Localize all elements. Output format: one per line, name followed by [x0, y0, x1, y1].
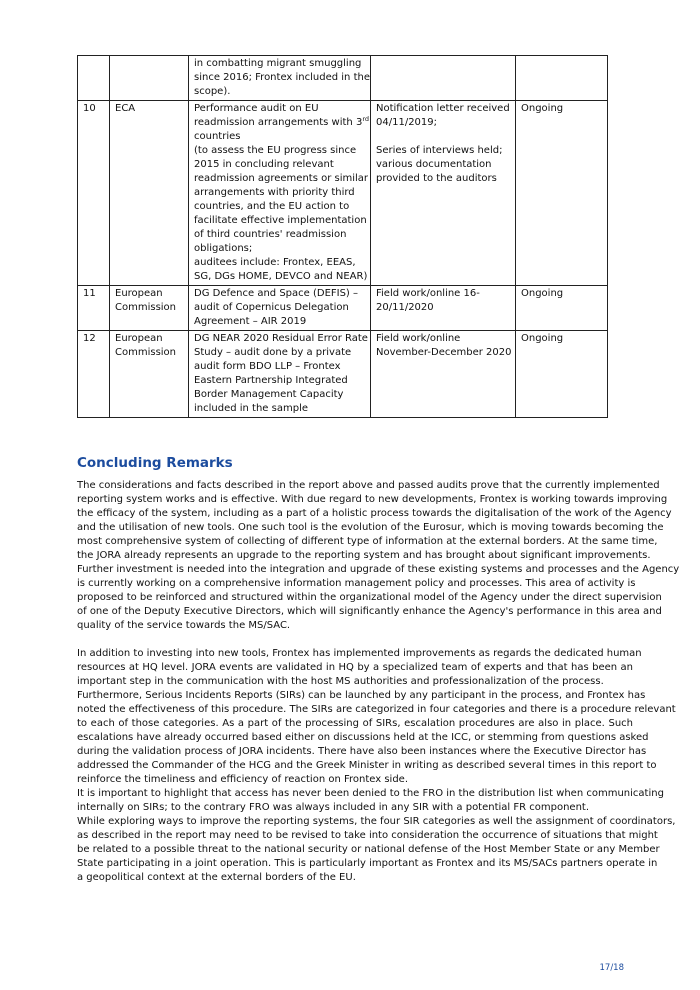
paragraph-line: internally on SIRs; to the contrary FRO was always included in any SIR with a potential FR component.	[77, 802, 590, 813]
cell-text-line: November-December 2020	[376, 347, 512, 358]
cell-text-line: scope).	[194, 86, 231, 97]
cell-text-line: European	[115, 333, 163, 344]
table-cell-auditor	[110, 101, 189, 286]
cell-text-line: of third countries' readmission	[194, 229, 347, 240]
cell-text-line: Study – audit done by a private	[194, 347, 352, 358]
cell-text-line: included in the sample	[194, 403, 308, 414]
table-cell-auditor	[110, 286, 189, 331]
paragraph-line: the JORA already represents an upgrade to the reporting system and has brought about significant improvements.	[77, 550, 651, 561]
cell-text-line: in combatting migrant smuggling	[194, 58, 362, 69]
cell-text-line: DG Defence and Space (DEFIS) –	[194, 288, 359, 299]
cell-text-line: Border Management Capacity	[194, 389, 344, 400]
cell-text-line: auditees include: Frontex, EEAS,	[194, 257, 356, 268]
cell-text-line: audit of Copernicus Delegation	[194, 302, 349, 313]
audit-table-container	[77, 55, 607, 418]
paragraph-line: and the utilisation of new tools. One such tool is the evolution of the Eurosur, which is moving towards becoming the	[77, 522, 664, 533]
paragraph-line: Further investment is needed into the integration and upgrade of these existing systems and processes and the Agency	[77, 564, 680, 575]
cell-text-line: Notification letter received	[376, 103, 510, 114]
table-cell-contact	[371, 286, 516, 331]
table-cell-contact	[371, 56, 516, 101]
superscript: rd	[362, 115, 369, 123]
paragraph-line: during the validation process of JORA incidents. There have also been instances where the Executive Director has	[77, 746, 647, 757]
audit-table-body	[78, 56, 608, 418]
blank-line	[376, 130, 510, 144]
paragraph-line: of one of the Deputy Executive Directors, which will significantly enhance the Agency's performance in this area and	[77, 606, 662, 617]
table-cell-no	[78, 56, 110, 101]
cell-text-line: countries, and the EU action to	[194, 201, 350, 212]
cell-text-line: DG NEAR 2020 Residual Error Rate	[194, 333, 368, 344]
paragraph-line: important step in the communication with the host MS authorities and professionalization of the process.	[77, 676, 604, 687]
cell-text-line: Eastern Partnership Integrated	[194, 375, 348, 386]
paragraph-line: While exploring ways to improve the reporting systems, the four SIR categories as well the assignment of coordinators,	[77, 816, 676, 827]
table-cell-auditor	[110, 331, 189, 418]
cell-text-line: SG, DGs HOME, DEVCO and NEAR)	[194, 271, 368, 282]
table-cell-no	[78, 286, 110, 331]
cell-text-line: Agreement – AIR 2019	[194, 316, 307, 327]
cell-text-line: various documentation	[376, 159, 492, 170]
audit-table	[77, 55, 608, 418]
table-cell-no	[78, 331, 110, 418]
table-row	[78, 101, 608, 286]
cell-text-line: European	[115, 288, 163, 299]
paragraph-line: be related to a possible threat to the national security or national defense of the Host Member State or any Member	[77, 844, 660, 855]
table-cell-status	[516, 331, 608, 418]
cell-text-line: Series of interviews held;	[376, 145, 503, 156]
table-cell-subject	[189, 101, 371, 286]
paragraph-line: as described in the report may need to be revised to take into consideration the occurrence of situations that might	[77, 830, 658, 841]
cell-text-line: Commission	[115, 302, 177, 313]
table-cell-subject	[189, 331, 371, 418]
paragraph-line: Furthermore, Serious Incidents Reports (SIRs) can be launched by any participant in the process, and Frontex has	[77, 690, 646, 701]
cell-text-line: Ongoing	[521, 103, 564, 114]
paragraph-line: It is important to highlight that access has never been denied to the FRO in the distribution list when communicating	[77, 788, 664, 799]
cell-text-line: Commission	[115, 347, 177, 358]
table-cell-no	[78, 101, 110, 286]
cell-text-line: readmission agreements or similar	[194, 173, 369, 184]
cell-text-line: Ongoing	[521, 333, 564, 344]
table-cell-status	[516, 286, 608, 331]
paragraph	[77, 479, 680, 633]
paragraph-line: is currently working on a comprehensive information management policy and processes. This area of activity is	[77, 578, 636, 589]
table-cell-contact	[371, 101, 516, 286]
table-cell-status	[516, 56, 608, 101]
paragraph	[77, 647, 642, 689]
cell-text-line: ECA	[115, 103, 136, 114]
paragraph-line: State participating in a joint operation. This is particularly important as Frontex and its MS/SACs partners operate in	[77, 858, 658, 869]
cell-text-line: Performance audit on EU	[194, 103, 319, 114]
cell-text-line: readmission arrangements with 3rd	[194, 115, 369, 128]
paragraph-line: a geopolitical context at the external borders of the EU.	[77, 872, 356, 883]
paragraph-line: reporting system works and is effective. With due regard to new developments, Frontex is working towards improving	[77, 494, 668, 505]
cell-text-line: (to assess the EU progress since	[194, 145, 357, 156]
cell-text-line: 2015 in concluding relevant	[194, 159, 334, 170]
table-cell-auditor	[110, 56, 189, 101]
paragraph-gap	[77, 633, 633, 647]
cell-text-line: audit form BDO LLP – Frontex	[194, 361, 341, 372]
table-row	[78, 331, 608, 418]
cell-text-line: arrangements with priority third	[194, 187, 355, 198]
table-cell-subject	[189, 286, 371, 331]
cell-text-line: Field work/online 16-	[376, 288, 480, 299]
cell-text-line: 10	[83, 103, 96, 114]
paragraph-line: resources at HQ level. JORA events are validated in HQ by a specialized team of experts and that has been an	[77, 662, 633, 673]
cell-text-line: provided to the auditors	[376, 173, 497, 184]
cell-text-line: countries	[194, 131, 241, 142]
paragraph	[77, 815, 676, 885]
concluding-remarks-text	[77, 479, 680, 885]
paragraph-line: noted the effectiveness of this procedure. The SIRs are categorized in four categories and there is a procedure relevant	[77, 704, 676, 715]
cell-text-line: Field work/online	[376, 333, 461, 344]
cell-text-line: 04/11/2019;	[376, 117, 438, 128]
paragraph-line: proposed to be reinforced and structured within the organizational model of the Agency under the direct supervision	[77, 592, 662, 603]
paragraph-line: the efficacy of the system, including as a part of a holistic process towards the digitalisation of the work of the Agency	[77, 508, 672, 519]
paragraph-line: most comprehensive system of collecting of different type of information at the external borders. At the same time,	[77, 536, 658, 547]
paragraph-line: quality of the service towards the MS/SAC.	[77, 620, 291, 631]
cell-text-line: Ongoing	[521, 288, 564, 299]
cell-text-line: since 2016; Frontex included in the	[194, 72, 370, 83]
table-cell-contact	[371, 331, 516, 418]
table-cell-subject	[189, 56, 371, 101]
cell-text-line: facilitate effective implementation	[194, 215, 367, 226]
cell-text-line: 11	[83, 288, 96, 299]
page-number: 17/18	[599, 963, 624, 973]
paragraph-line: addressed the Commander of the HCG and the Greek Minister in writing as described several times in this report to	[77, 760, 657, 771]
table-cell-status	[516, 101, 608, 286]
paragraph-line: reinforce the timeliness and efficiency of reaction on Frontex side.	[77, 774, 409, 785]
cell-text-line: obligations;	[194, 243, 253, 254]
paragraph-line: escalations have already occurred based either on discussions held at the ICC, or stemming from questions asked	[77, 732, 649, 743]
paragraph-line: In addition to investing into new tools, Frontex has implemented improvements as regards the dedicated human	[77, 648, 642, 659]
paragraph-line: to each of those categories. As a part of the processing of SIRs, escalation procedures are also in place. Such	[77, 718, 633, 729]
paragraph-line: The considerations and facts described in the report above and passed audits prove that the currently implemented	[77, 480, 660, 491]
cell-text-line: 12	[83, 333, 96, 344]
table-row	[78, 286, 608, 331]
paragraph	[77, 787, 664, 815]
cell-text-line: 20/11/2020	[376, 302, 434, 313]
paragraph	[77, 689, 676, 787]
table-row	[78, 56, 608, 101]
section-heading: Concluding Remarks	[77, 455, 233, 471]
